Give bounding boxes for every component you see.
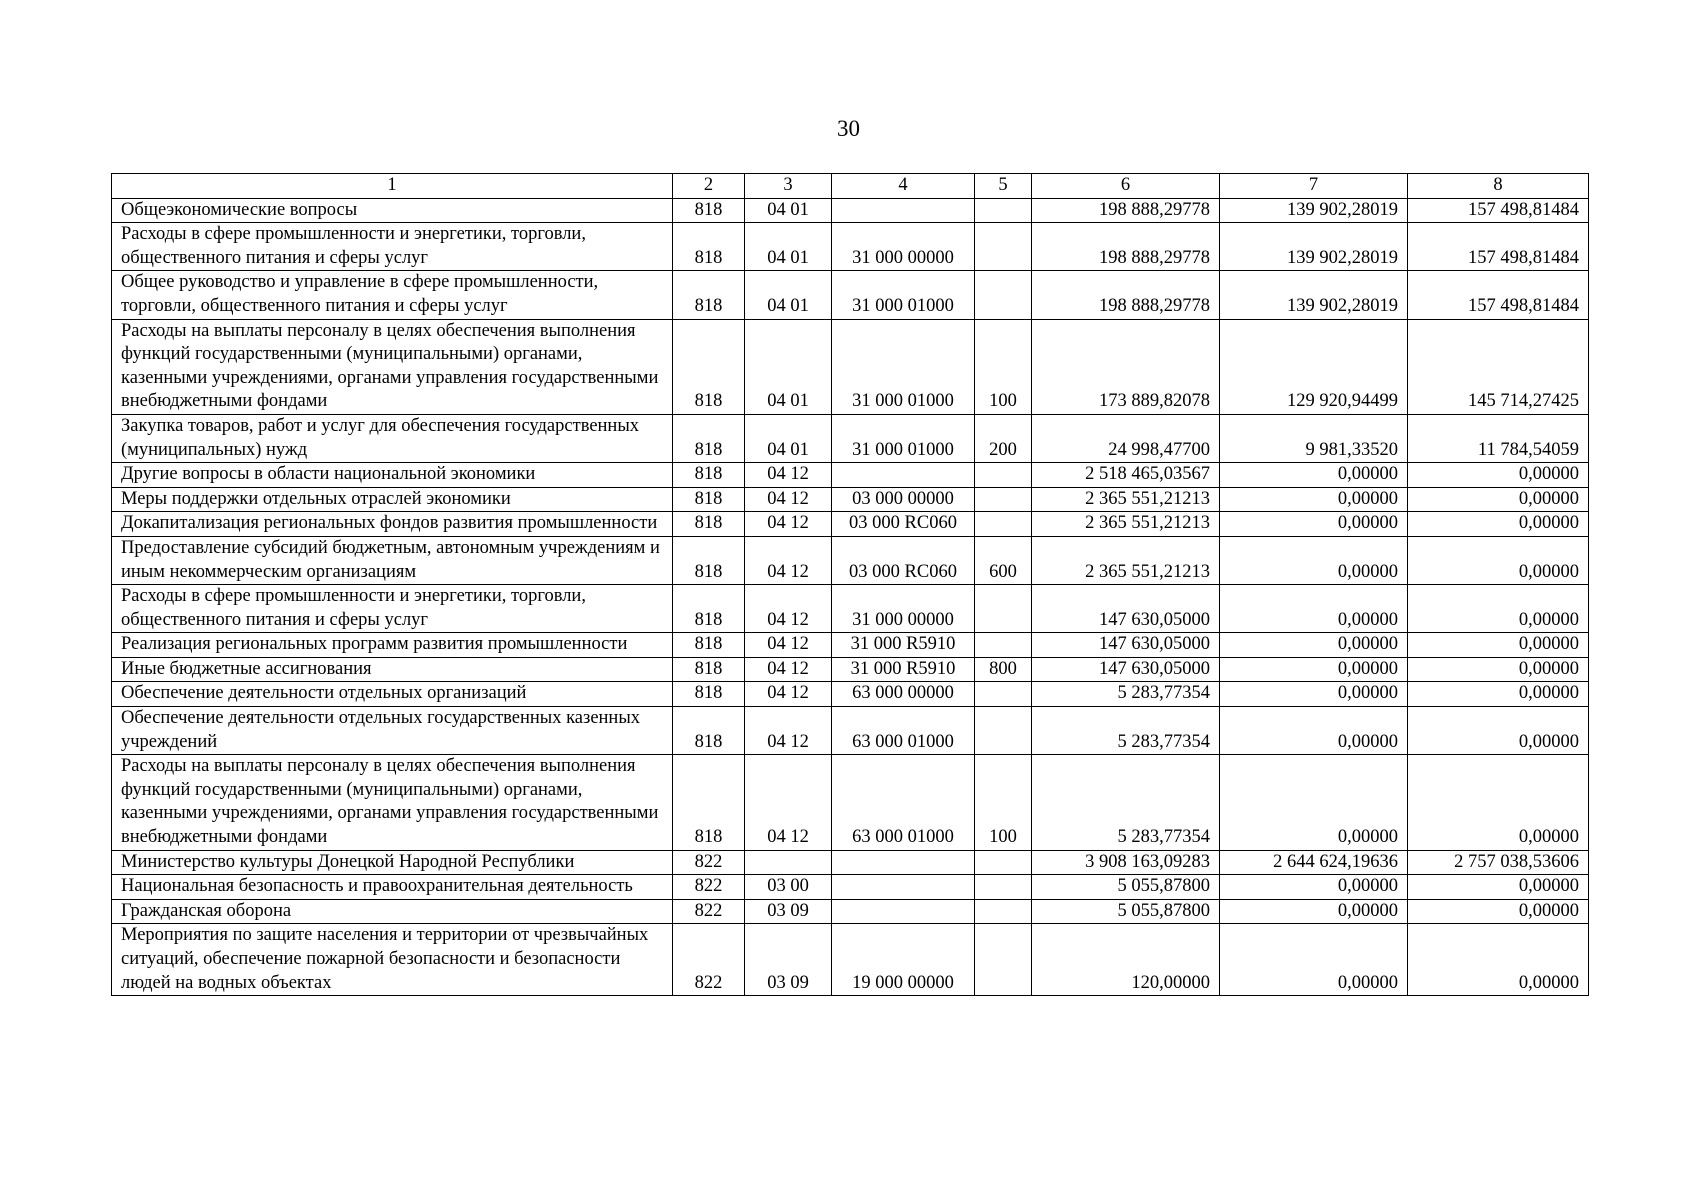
amount-col7-cell: 0,00000 xyxy=(1220,487,1408,512)
amount-col6-cell: 198 888,29778 xyxy=(1032,271,1220,319)
ministry-code-cell: 822 xyxy=(673,850,745,875)
expense-type-cell xyxy=(975,223,1032,271)
target-article-cell xyxy=(832,463,975,488)
table-row xyxy=(112,875,1589,900)
amount-col7-cell: 0,00000 xyxy=(1220,682,1408,707)
amount-col8-cell: 0,00000 xyxy=(1408,633,1589,658)
amount-col6-cell: 147 630,05000 xyxy=(1032,585,1220,633)
table-row xyxy=(112,755,1589,850)
item-name-cell: Общеэкономические вопросы xyxy=(112,198,673,223)
table-row xyxy=(112,414,1589,462)
item-name-cell: Национальная безопасность и правоохранительная деятельность xyxy=(112,875,673,900)
amount-col6-cell: 3 908 163,09283 xyxy=(1032,850,1220,875)
item-name-cell: Обеспечение деятельности отдельных государственных казенных учреждений xyxy=(112,707,673,755)
section-code-cell: 03 09 xyxy=(745,899,832,924)
expense-type-cell: 200 xyxy=(975,414,1032,462)
target-article-cell: 63 000 00000 xyxy=(832,682,975,707)
ministry-code-cell: 818 xyxy=(673,414,745,462)
target-article-cell: 03 000 00000 xyxy=(832,487,975,512)
amount-col6-cell: 198 888,29778 xyxy=(1032,198,1220,223)
expense-type-cell xyxy=(975,633,1032,658)
section-code-cell: 04 12 xyxy=(745,536,832,584)
table-row xyxy=(112,707,1589,755)
item-name-cell: Расходы на выплаты персоналу в целях обеспечения выполнения функций государственными (муниципальными) органами, казенными учреждениями, органами управления государственными внебюджетными фондами xyxy=(112,755,673,850)
amount-col7-cell: 2 644 624,19636 xyxy=(1220,850,1408,875)
amount-col8-cell: 0,00000 xyxy=(1408,585,1589,633)
target-article-cell xyxy=(832,875,975,900)
item-name-cell: Расходы в сфере промышленности и энергетики, торговли, общественного питания и сферы услуг xyxy=(112,223,673,271)
amount-col6-cell: 24 998,47700 xyxy=(1032,414,1220,462)
expense-type-cell xyxy=(975,707,1032,755)
expense-type-cell: 100 xyxy=(975,319,1032,414)
section-code-cell: 04 12 xyxy=(745,633,832,658)
section-code-cell: 04 12 xyxy=(745,487,832,512)
item-name-cell: Реализация региональных программ развития промышленности xyxy=(112,633,673,658)
amount-col7-cell: 0,00000 xyxy=(1220,875,1408,900)
section-code-cell: 04 01 xyxy=(745,198,832,223)
ministry-code-cell: 818 xyxy=(673,198,745,223)
expense-type-cell xyxy=(975,585,1032,633)
amount-col6-cell: 5 055,87800 xyxy=(1032,875,1220,900)
ministry-code-cell: 822 xyxy=(673,924,745,996)
expense-type-cell xyxy=(975,899,1032,924)
item-name-cell: Другие вопросы в области национальной экономики xyxy=(112,463,673,488)
amount-col6-cell: 147 630,05000 xyxy=(1032,657,1220,682)
amount-col8-cell: 0,00000 xyxy=(1408,512,1589,537)
table-row xyxy=(112,463,1589,488)
expense-type-cell xyxy=(975,512,1032,537)
target-article-cell xyxy=(832,198,975,223)
table-row xyxy=(112,585,1589,633)
amount-col8-cell: 2 757 038,53606 xyxy=(1408,850,1589,875)
target-article-cell: 31 000 R5910 xyxy=(832,657,975,682)
amount-col6-cell: 2 365 551,21213 xyxy=(1032,512,1220,537)
budget-table xyxy=(111,173,1589,996)
amount-col8-cell: 157 498,81484 xyxy=(1408,198,1589,223)
header-cell: 3 xyxy=(745,174,832,199)
target-article-cell xyxy=(832,899,975,924)
expense-type-cell: 600 xyxy=(975,536,1032,584)
header-cell: 5 xyxy=(975,174,1032,199)
header-cell: 2 xyxy=(673,174,745,199)
amount-col7-cell: 139 902,28019 xyxy=(1220,271,1408,319)
amount-col8-cell: 157 498,81484 xyxy=(1408,271,1589,319)
item-name-cell: Расходы в сфере промышленности и энергетики, торговли, общественного питания и сферы услуг xyxy=(112,585,673,633)
amount-col7-cell: 0,00000 xyxy=(1220,657,1408,682)
table-row xyxy=(112,682,1589,707)
amount-col7-cell: 139 902,28019 xyxy=(1220,223,1408,271)
amount-col7-cell: 0,00000 xyxy=(1220,536,1408,584)
target-article-cell: 31 000 01000 xyxy=(832,271,975,319)
ministry-code-cell: 818 xyxy=(673,755,745,850)
ministry-code-cell: 818 xyxy=(673,512,745,537)
ministry-code-cell: 818 xyxy=(673,319,745,414)
ministry-code-cell: 818 xyxy=(673,657,745,682)
item-name-cell: Обеспечение деятельности отдельных организаций xyxy=(112,682,673,707)
amount-col8-cell: 0,00000 xyxy=(1408,536,1589,584)
section-code-cell: 03 00 xyxy=(745,875,832,900)
target-article-cell: 31 000 00000 xyxy=(832,223,975,271)
target-article-cell: 03 000 RC060 xyxy=(832,536,975,584)
item-name-cell: Предоставление субсидий бюджетным, автономным учреждениям и иным некоммерческим организациям xyxy=(112,536,673,584)
item-name-cell: Меры поддержки отдельных отраслей экономики xyxy=(112,487,673,512)
table-row xyxy=(112,512,1589,537)
target-article-cell: 03 000 RC060 xyxy=(832,512,975,537)
expense-type-cell xyxy=(975,682,1032,707)
table-row xyxy=(112,223,1589,271)
ministry-code-cell: 818 xyxy=(673,487,745,512)
table-row xyxy=(112,536,1589,584)
section-code-cell xyxy=(745,850,832,875)
amount-col8-cell: 0,00000 xyxy=(1408,924,1589,996)
section-code-cell: 04 01 xyxy=(745,414,832,462)
ministry-code-cell: 822 xyxy=(673,899,745,924)
amount-col6-cell: 173 889,82078 xyxy=(1032,319,1220,414)
amount-col7-cell: 139 902,28019 xyxy=(1220,198,1408,223)
amount-col7-cell: 0,00000 xyxy=(1220,755,1408,850)
amount-col6-cell: 198 888,29778 xyxy=(1032,223,1220,271)
table-row xyxy=(112,319,1589,414)
amount-col8-cell: 0,00000 xyxy=(1408,899,1589,924)
amount-col6-cell: 120,00000 xyxy=(1032,924,1220,996)
amount-col8-cell: 0,00000 xyxy=(1408,463,1589,488)
expense-type-cell: 800 xyxy=(975,657,1032,682)
section-code-cell: 04 12 xyxy=(745,585,832,633)
table-row xyxy=(112,633,1589,658)
amount-col7-cell: 0,00000 xyxy=(1220,924,1408,996)
amount-col6-cell: 2 365 551,21213 xyxy=(1032,536,1220,584)
header-cell: 1 xyxy=(112,174,673,199)
header-cell: 7 xyxy=(1220,174,1408,199)
expense-type-cell: 100 xyxy=(975,755,1032,850)
ministry-code-cell: 818 xyxy=(673,633,745,658)
item-name-cell: Министерство культуры Донецкой Народной Республики xyxy=(112,850,673,875)
section-code-cell: 04 12 xyxy=(745,512,832,537)
amount-col7-cell: 129 920,94499 xyxy=(1220,319,1408,414)
expense-type-cell xyxy=(975,463,1032,488)
page-number: 30 xyxy=(837,116,860,141)
expense-type-cell xyxy=(975,924,1032,996)
item-name-cell: Общее руководство и управление в сфере промышленности, торговли, общественного питания и сферы услуг xyxy=(112,271,673,319)
expense-type-cell xyxy=(975,198,1032,223)
amount-col6-cell: 147 630,05000 xyxy=(1032,633,1220,658)
table-body xyxy=(112,174,1589,996)
amount-col8-cell: 157 498,81484 xyxy=(1408,223,1589,271)
table-row xyxy=(112,850,1589,875)
amount-col8-cell: 0,00000 xyxy=(1408,487,1589,512)
expense-type-cell xyxy=(975,271,1032,319)
expense-type-cell xyxy=(975,850,1032,875)
amount-col8-cell: 0,00000 xyxy=(1408,657,1589,682)
item-name-cell: Расходы на выплаты персоналу в целях обеспечения выполнения функций государственными (муниципальными) органами, казенными учреждениями, органами управления государственными внебюджетными фондами xyxy=(112,319,673,414)
amount-col8-cell: 0,00000 xyxy=(1408,755,1589,850)
section-code-cell: 04 01 xyxy=(745,271,832,319)
ministry-code-cell: 818 xyxy=(673,707,745,755)
amount-col7-cell: 0,00000 xyxy=(1220,633,1408,658)
item-name-cell: Гражданская оборона xyxy=(112,899,673,924)
table-row xyxy=(112,487,1589,512)
target-article-cell: 31 000 R5910 xyxy=(832,633,975,658)
amount-col7-cell: 9 981,33520 xyxy=(1220,414,1408,462)
amount-col6-cell: 5 283,77354 xyxy=(1032,707,1220,755)
item-name-cell: Мероприятия по защите населения и территории от чрезвычайных ситуаций, обеспечение пожарной безопасности и безопасности людей на водных объектах xyxy=(112,924,673,996)
target-article-cell: 31 000 00000 xyxy=(832,585,975,633)
amount-col7-cell: 0,00000 xyxy=(1220,899,1408,924)
section-code-cell: 04 12 xyxy=(745,657,832,682)
section-code-cell: 04 12 xyxy=(745,755,832,850)
section-code-cell: 04 01 xyxy=(745,319,832,414)
target-article-cell: 31 000 01000 xyxy=(832,414,975,462)
ministry-code-cell: 818 xyxy=(673,536,745,584)
table-row xyxy=(112,271,1589,319)
ministry-code-cell: 818 xyxy=(673,682,745,707)
item-name-cell: Докапитализация региональных фондов развития промышленности xyxy=(112,512,673,537)
amount-col7-cell: 0,00000 xyxy=(1220,463,1408,488)
expense-type-cell xyxy=(975,487,1032,512)
section-code-cell: 04 12 xyxy=(745,707,832,755)
item-name-cell: Закупка товаров, работ и услуг для обеспечения государственных (муниципальных) нужд xyxy=(112,414,673,462)
table-row xyxy=(112,657,1589,682)
expense-type-cell xyxy=(975,875,1032,900)
section-code-cell: 03 09 xyxy=(745,924,832,996)
ministry-code-cell: 818 xyxy=(673,271,745,319)
target-article-cell: 31 000 01000 xyxy=(832,319,975,414)
target-article-cell: 63 000 01000 xyxy=(832,755,975,850)
amount-col7-cell: 0,00000 xyxy=(1220,707,1408,755)
table-row xyxy=(112,198,1589,223)
ministry-code-cell: 818 xyxy=(673,223,745,271)
amount-col6-cell: 2 365 551,21213 xyxy=(1032,487,1220,512)
header-cell: 6 xyxy=(1032,174,1220,199)
amount-col6-cell: 5 055,87800 xyxy=(1032,899,1220,924)
amount-col8-cell: 0,00000 xyxy=(1408,682,1589,707)
section-code-cell: 04 12 xyxy=(745,463,832,488)
ministry-code-cell: 818 xyxy=(673,463,745,488)
header-row xyxy=(112,174,1589,199)
amount-col6-cell: 2 518 465,03567 xyxy=(1032,463,1220,488)
target-article-cell xyxy=(832,850,975,875)
table-row xyxy=(112,924,1589,996)
amount-col6-cell: 5 283,77354 xyxy=(1032,682,1220,707)
section-code-cell: 04 12 xyxy=(745,682,832,707)
ministry-code-cell: 822 xyxy=(673,875,745,900)
amount-col8-cell: 11 784,54059 xyxy=(1408,414,1589,462)
amount-col8-cell: 0,00000 xyxy=(1408,875,1589,900)
target-article-cell: 63 000 01000 xyxy=(832,707,975,755)
amount-col8-cell: 0,00000 xyxy=(1408,707,1589,755)
header-cell: 8 xyxy=(1408,174,1589,199)
amount-col6-cell: 5 283,77354 xyxy=(1032,755,1220,850)
item-name-cell: Иные бюджетные ассигнования xyxy=(112,657,673,682)
section-code-cell: 04 01 xyxy=(745,223,832,271)
amount-col7-cell: 0,00000 xyxy=(1220,512,1408,537)
amount-col8-cell: 145 714,27425 xyxy=(1408,319,1589,414)
header-cell: 4 xyxy=(832,174,975,199)
ministry-code-cell: 818 xyxy=(673,585,745,633)
table-row xyxy=(112,899,1589,924)
target-article-cell: 19 000 00000 xyxy=(832,924,975,996)
amount-col7-cell: 0,00000 xyxy=(1220,585,1408,633)
